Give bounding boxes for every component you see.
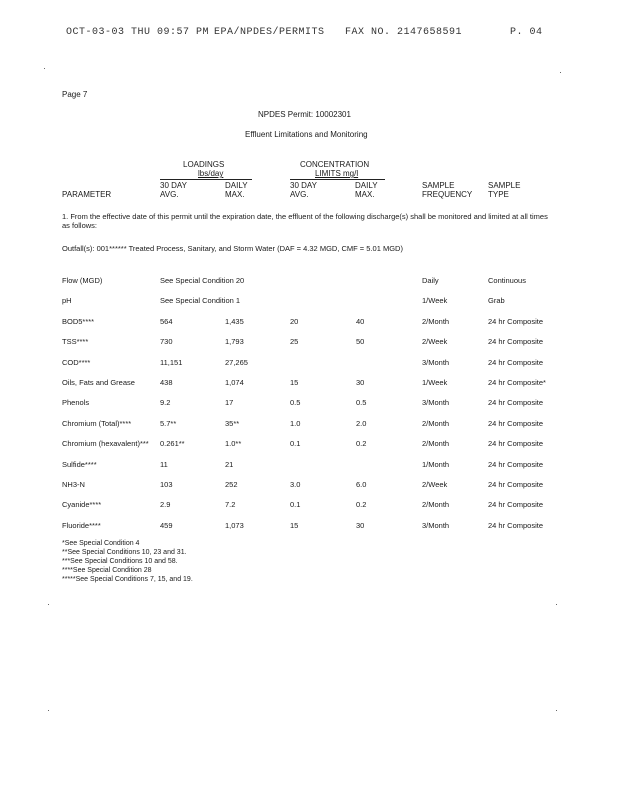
outfall-text: Outfall(s): 001****** Treated Process, Sanitary, and Storm Water (DAF = 4.32 MGD, CMF = 5.01 MGD) — [62, 244, 403, 253]
cell-conc-daily: 30 — [356, 520, 365, 530]
page-label: Page 7 — [62, 90, 88, 99]
cell-load-30day: 438 — [160, 378, 173, 387]
col-parameter: PARAMETER — [62, 190, 112, 199]
col-load-daily — [225, 181, 248, 199]
col-conc-daily-line1: DAILY — [355, 181, 378, 190]
footnote: *****See Special Conditions 7, 15, and 19. — [62, 576, 193, 583]
cell-sample-frequency: Daily — [422, 276, 439, 285]
scan-speck — [48, 604, 49, 605]
cell-parameter: pH — [62, 296, 72, 306]
cell-load-daily: 1,073 — [225, 520, 244, 530]
cell-conc-30day: 1.0 — [290, 418, 301, 428]
cell-load-daily: 1,074 — [225, 378, 244, 387]
col-sample-frequency — [422, 181, 472, 199]
footnote: ****See Special Condition 28 — [62, 567, 152, 574]
cell-load-30day: 0.261** — [160, 439, 185, 449]
col-conc-30day-line2: AVG. — [290, 190, 309, 199]
col-sample-type-line2: TYPE — [488, 190, 509, 199]
cell-sample-type: 24 hr Composite* — [488, 378, 546, 387]
cell-sample-type: 24 hr Composite — [488, 480, 544, 489]
fax-timestamp: OCT-03-03 THU 09:57 PM — [66, 27, 210, 38]
cell-conc-daily: 50 — [356, 337, 365, 347]
cell-conc-30day: 0.1 — [290, 500, 301, 510]
cell-parameter: Flow (MGD) — [62, 276, 103, 285]
cell-load-30day: 2.9 — [160, 500, 171, 510]
cell-conc-30day: 0.1 — [290, 439, 301, 449]
scan-speck — [44, 68, 45, 69]
col-conc-daily — [355, 181, 378, 199]
cell-parameter: Oils, Fats and Grease — [62, 378, 135, 387]
footnote: **See Special Conditions 10, 23 and 31. — [62, 549, 187, 556]
cell-conc-30day: 20 — [290, 316, 299, 326]
cell-sample-frequency: 2/Month — [422, 500, 450, 510]
cell-sample-frequency: 3/Month — [422, 520, 450, 530]
cell-conc-daily: 2.0 — [356, 418, 367, 428]
cell-conc-daily: 0.2 — [356, 439, 367, 449]
col-sample-type-line1: SAMPLE — [488, 181, 521, 190]
scan-speck — [560, 72, 561, 73]
cell-sample-frequency: 3/Month — [422, 398, 450, 408]
cell-conc-daily: 6.0 — [356, 480, 367, 489]
cell-sample-frequency: 2/Month — [422, 316, 450, 326]
cell-sample-type: 24 hr Composite — [488, 316, 544, 326]
cell-load-30day: See Special Condition 20 — [160, 276, 245, 285]
scan-speck — [556, 604, 557, 605]
cell-parameter: Phenols — [62, 398, 90, 408]
cell-conc-daily: 0.2 — [356, 500, 367, 510]
concentration-header: CONCENTRATION — [300, 160, 370, 169]
cell-load-daily: 17 — [225, 398, 234, 408]
cell-sample-frequency: 1/Month — [422, 459, 450, 469]
cell-sample-type: 24 hr Composite — [488, 520, 544, 530]
cell-load-daily: 27,265 — [225, 357, 248, 367]
footnote: ***See Special Conditions 10 and 58. — [62, 558, 178, 565]
cell-parameter: TSS**** — [62, 337, 89, 347]
cell-load-30day: 5.7** — [160, 418, 177, 428]
cell-parameter: COD**** — [62, 357, 91, 367]
cell-load-daily: 1,793 — [225, 337, 244, 347]
cell-sample-type: Grab — [488, 296, 505, 306]
col-load-daily-line1: DAILY — [225, 181, 248, 190]
loadings-header: LOADINGS — [183, 160, 225, 169]
permit-title: NPDES Permit: 10002301 — [258, 110, 351, 119]
scan-speck — [48, 710, 49, 711]
cell-parameter: BOD5**** — [62, 316, 95, 326]
cell-conc-daily: 30 — [356, 378, 365, 387]
cell-sample-frequency: 1/Week — [422, 378, 448, 387]
cell-load-30day: 103 — [160, 480, 173, 489]
cell-conc-30day: 0.5 — [290, 398, 301, 408]
cell-sample-frequency: 1/Week — [422, 296, 448, 306]
cell-parameter: Sulfide**** — [62, 459, 97, 469]
col-sample-frequency-line2: FREQUENCY — [422, 190, 473, 199]
fax-number: FAX NO. 2147658591 — [345, 27, 463, 38]
col-load-30day-line2: AVG. — [160, 190, 179, 199]
cell-sample-frequency: 2/Week — [422, 337, 448, 347]
footnote: *See Special Condition 4 — [62, 540, 140, 547]
cell-load-30day: See Special Condition 1 — [160, 296, 241, 306]
cell-sample-type: 24 hr Composite — [488, 459, 544, 469]
fax-page: P. 04 — [510, 27, 543, 38]
cell-load-30day: 11,151 — [160, 357, 183, 367]
cell-parameter: Chromium (Total)**** — [62, 418, 132, 428]
cell-conc-30day: 25 — [290, 337, 299, 347]
cell-load-daily: 1,435 — [225, 316, 244, 326]
concentration-rule — [290, 179, 385, 180]
cell-conc-30day: 15 — [290, 520, 299, 530]
fax-sender: EPA/NPDES/PERMITS — [214, 27, 325, 38]
cell-load-30day: 459 — [160, 520, 173, 530]
cell-load-daily: 7.2 — [225, 500, 236, 510]
cell-sample-frequency: 2/Month — [422, 439, 450, 449]
footnotes — [62, 539, 193, 584]
col-conc-30day-line1: 30 DAY — [290, 181, 317, 190]
concentration-units: LIMITS mg/l — [315, 169, 359, 178]
cell-conc-30day: 15 — [290, 378, 299, 387]
col-conc-30day — [290, 181, 317, 199]
cell-parameter: NH3-N — [62, 480, 85, 489]
cell-load-30day: 9.2 — [160, 398, 171, 408]
cell-sample-frequency: 2/Week — [422, 480, 448, 489]
cell-parameter: Fluoride**** — [62, 520, 101, 530]
cell-load-30day: 730 — [160, 337, 173, 347]
cell-sample-type: 24 hr Composite — [488, 337, 544, 347]
col-load-30day — [160, 181, 187, 199]
col-conc-daily-line2: MAX. — [355, 190, 375, 199]
loadings-rule — [160, 179, 252, 180]
cell-sample-frequency: 3/Month — [422, 357, 450, 367]
col-sample-frequency-line1: SAMPLE — [422, 181, 455, 190]
loadings-units: lbs/day — [198, 169, 224, 178]
col-load-30day-line1: 30 DAY — [160, 181, 187, 190]
section-subtitle: Effluent Limitations and Monitoring — [245, 130, 368, 139]
cell-load-30day: 564 — [160, 316, 173, 326]
cell-sample-type: 24 hr Composite — [488, 418, 544, 428]
cell-parameter: Cyanide**** — [62, 500, 102, 510]
cell-conc-daily: 40 — [356, 316, 365, 326]
cell-sample-type: 24 hr Composite — [488, 357, 544, 367]
col-load-daily-line2: MAX. — [225, 190, 245, 199]
cell-sample-type: Continuous — [488, 276, 526, 285]
cell-conc-30day: 3.0 — [290, 480, 301, 489]
intro-text: 1. From the effective date of this permit until the expiration date, the effluent of the following discharge(s) shall be monitored and limited at all times as follows: — [62, 212, 548, 230]
cell-sample-type: 24 hr Composite — [488, 398, 544, 408]
cell-load-daily: 21 — [225, 459, 234, 469]
cell-load-30day: 11 — [160, 459, 168, 469]
col-sample-type — [488, 181, 520, 199]
cell-sample-type: 24 hr Composite — [488, 500, 544, 510]
cell-sample-type: 24 hr Composite — [488, 439, 544, 449]
cell-conc-daily: 0.5 — [356, 398, 367, 408]
cell-load-daily: 35** — [225, 418, 240, 428]
scan-speck — [556, 710, 557, 711]
cell-parameter: Chromium (hexavalent)*** — [62, 439, 149, 449]
cell-sample-frequency: 2/Month — [422, 418, 450, 428]
cell-load-daily: 1.0** — [225, 439, 242, 449]
cell-load-daily: 252 — [225, 480, 238, 489]
